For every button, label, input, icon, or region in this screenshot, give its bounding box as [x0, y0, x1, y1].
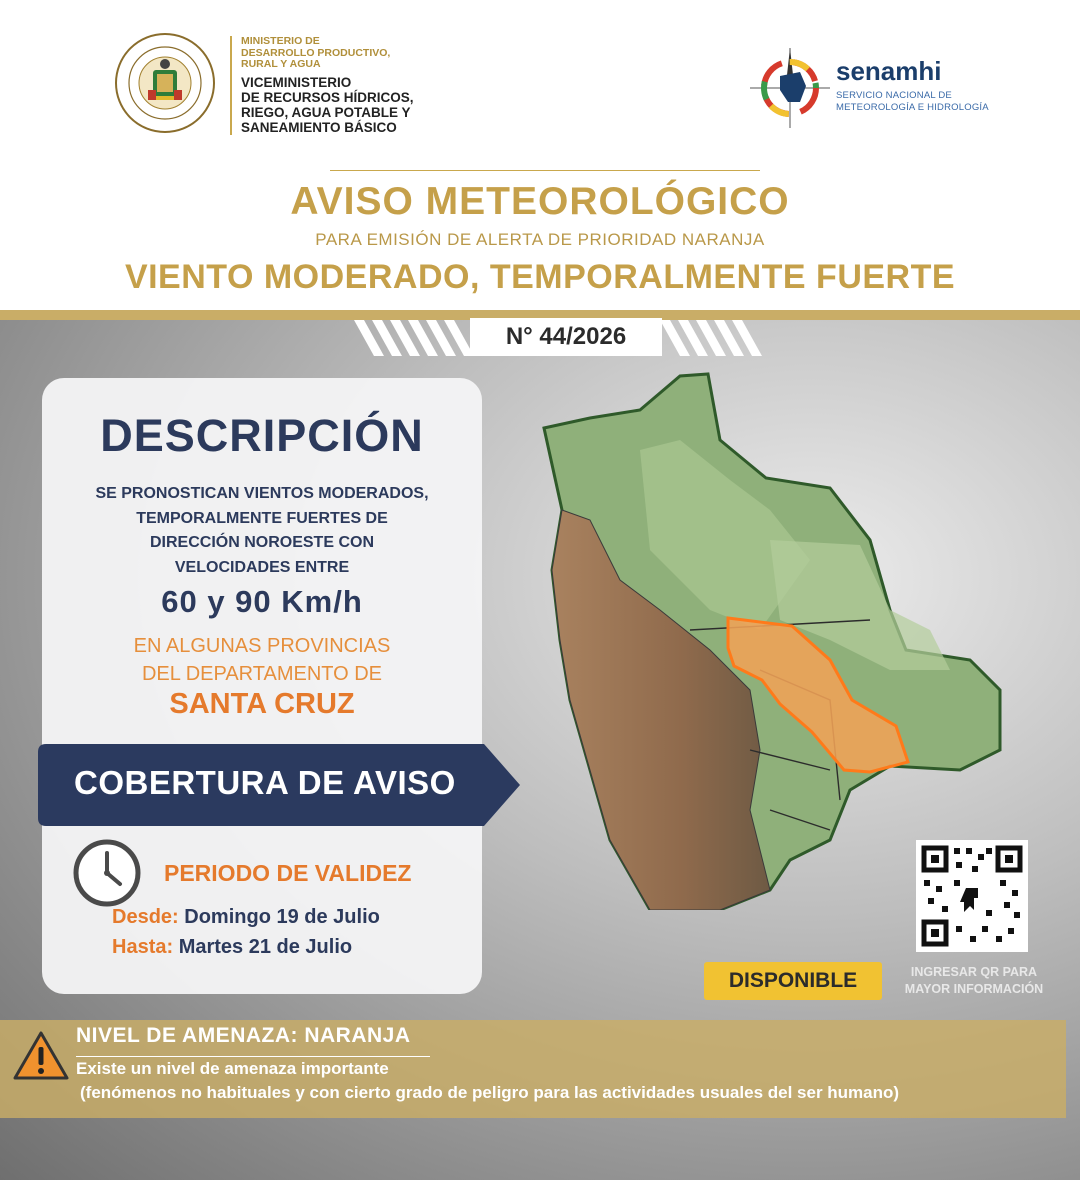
coverage-label: COBERTURA DE AVISO [74, 764, 456, 801]
threat-underline [76, 1056, 430, 1057]
clock-icon [72, 838, 142, 908]
ministry-block [230, 36, 414, 135]
alert-priority-subtitle: PARA EMISIÓN DE ALERTA DE PRIORIDAD NARANJA [315, 230, 765, 249]
region-text: EN ALGUNAS PROVINCIAS DEL DEPARTAMENTO DE [133, 635, 391, 685]
date-to [112, 936, 352, 959]
ministry-name: MINISTERIO DE DESARROLLO PRODUCTIVO, RURAL Y AGUA [241, 35, 391, 70]
page-title: AVISO METEOROLÓGICO [290, 180, 790, 223]
validity-period-label: PERIODO DE VALIDEZ [164, 860, 412, 886]
event-title: VIENTO MODERADO, TEMPORALMENTE FUERTE [124, 258, 956, 296]
senamhi-name: senamhi [836, 56, 942, 86]
qr-code-icon[interactable] [916, 840, 1028, 952]
available-badge: DISPONIBLE [704, 962, 882, 1000]
header-divider [330, 170, 760, 171]
qr-instructions: INGRESAR QR PARA MAYOR INFORMACIÓN [904, 965, 1044, 996]
date-from-value: Domingo 19 de Julio [184, 906, 380, 928]
description-text: SE PRONOSTICAN VIENTOS MODERADOS, TEMPORALMENTE FUERTES DE DIRECCIÓN NOROESTE CON VELOCIDADES ENTRE [95, 485, 429, 576]
bulletin-number: N° 44/2026 [470, 318, 662, 356]
wind-speed-range: 60 y 90 Km/h [161, 584, 363, 619]
threat-description-line1: Existe un nivel de amenaza importante [76, 1059, 389, 1078]
bolivia-state-seal-icon [114, 32, 216, 134]
date-to-value: Martes 21 de Julio [178, 936, 353, 958]
senamhi-subtitle: SERVICIO NACIONAL DE METEOROLOGÍA E HIDROLOGÍA [836, 90, 989, 113]
threat-level-title: NIVEL DE AMENAZA: NARANJA [76, 1024, 411, 1047]
date-from [112, 906, 380, 929]
threat-description-line2: (fenómenos no habituales y con cierto grado de peligro para las actividades usuales del ser humano) [80, 1083, 900, 1102]
right-stripes-decoration [660, 320, 764, 356]
warning-triangle-icon [12, 1030, 70, 1082]
left-stripes-decoration [354, 320, 474, 356]
date-from-label: Desde: [112, 906, 179, 928]
department-name: SANTA CRUZ [169, 688, 355, 720]
date-to-label: Hasta: [112, 936, 174, 958]
bolivia-map [530, 370, 1050, 910]
senamhi-logo-icon [748, 46, 832, 130]
description-heading: DESCRIPCIÓN [100, 410, 424, 461]
viceministry-name: VICEMINISTERIO DE RECURSOS HÍDRICOS, RIEGO, AGUA POTABLE Y SANEAMIENTO BÁSICO [241, 74, 414, 135]
